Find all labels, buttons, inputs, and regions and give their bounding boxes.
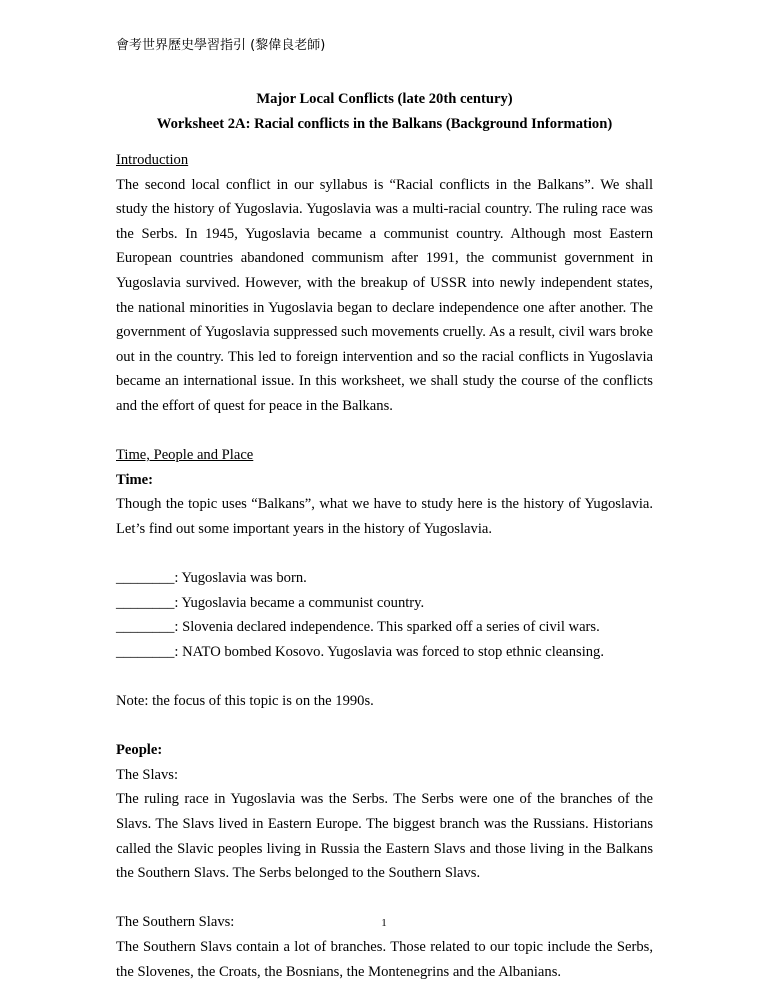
people-heading: People: xyxy=(116,742,163,759)
spacer xyxy=(116,886,653,911)
introduction-paragraph: The second local conflict in our syllabus is “Racial conflicts in the Balkans”. We shall study the history of Yugoslavia. Yugoslavia was a multi-racial country. The ruling race was the Serbs. In 1945, Yugoslavia became a communist country. Although most Eastern European countries abandoned communism after 1991, the communist government in Yugoslavia survived. However, with the breakup of USSR into newly independent states, the national minorities in Yugoslavia began to declare independence one after another. The government of Yugoslavia suppressed such movements cruelly. As a result, civil wars broke out in the country. This led to foreign intervention and so the racial conflicts in Yugoslavia became an international issue. In this worksheet, we shall study the course of the conflicts and the effort of quest for peace in the Balkans. xyxy=(116,176,653,414)
title-block xyxy=(116,87,653,136)
timeline-item: ________: NATO bombed Kosovo. Yugoslavia was forced to stop ethnic cleansing. xyxy=(116,643,605,660)
content xyxy=(116,148,653,984)
focus-note: Note: the focus of this topic is on the 1990s. xyxy=(116,693,374,710)
timeline-item: ________: Slovenia declared independence. This sparked off a series of civil wars. xyxy=(116,619,600,636)
spacer xyxy=(116,542,653,567)
timeline-item: ________: Yugoslavia became a communist country. xyxy=(116,594,425,611)
time-paragraph: Though the topic uses “Balkans”, what we have to study here is the history of Yugoslavia. Let’s find out some important years in the history of Yugoslavia. xyxy=(116,496,653,537)
page-header: 會考世界歷史學習指引 (黎偉良老師) xyxy=(116,38,326,53)
timeline-item: ________: Yugoslavia was born. xyxy=(116,570,307,587)
spacer xyxy=(116,664,653,689)
spacer xyxy=(116,419,653,444)
time-heading: Time: xyxy=(116,471,154,488)
title-line-1: Major Local Conflicts (late 20th century) xyxy=(256,91,513,107)
slavs-paragraph: The ruling race in Yugoslavia was the Serbs. The Serbs were one of the branches of the Slavs. The Slavs lived in Eastern Europe. The biggest branch was the Russians. Historians called the Slavic peoples living in Russia the Eastern Slavs and those living in the Balkans the Southern Slavs. The Serbs belonged to the Southern Slavs. xyxy=(116,791,653,882)
page-number: 1 xyxy=(381,917,387,929)
southern-slavs-paragraph: The Southern Slavs contain a lot of branches. Those related to our topic include the Serbs, the Slovenes, the Croats, the Bosnians, the Montenegrins and the Albanians. xyxy=(116,939,653,980)
introduction-heading: Introduction xyxy=(116,152,189,168)
title-line-2: Worksheet 2A: Racial conflicts in the Balkans (Background Information) xyxy=(156,115,613,132)
slavs-heading: The Slavs: xyxy=(116,766,179,783)
spacer xyxy=(116,714,653,739)
southern-slavs-heading: The Southern Slavs: xyxy=(116,914,235,931)
tpp-heading: Time, People and Place xyxy=(116,447,254,464)
